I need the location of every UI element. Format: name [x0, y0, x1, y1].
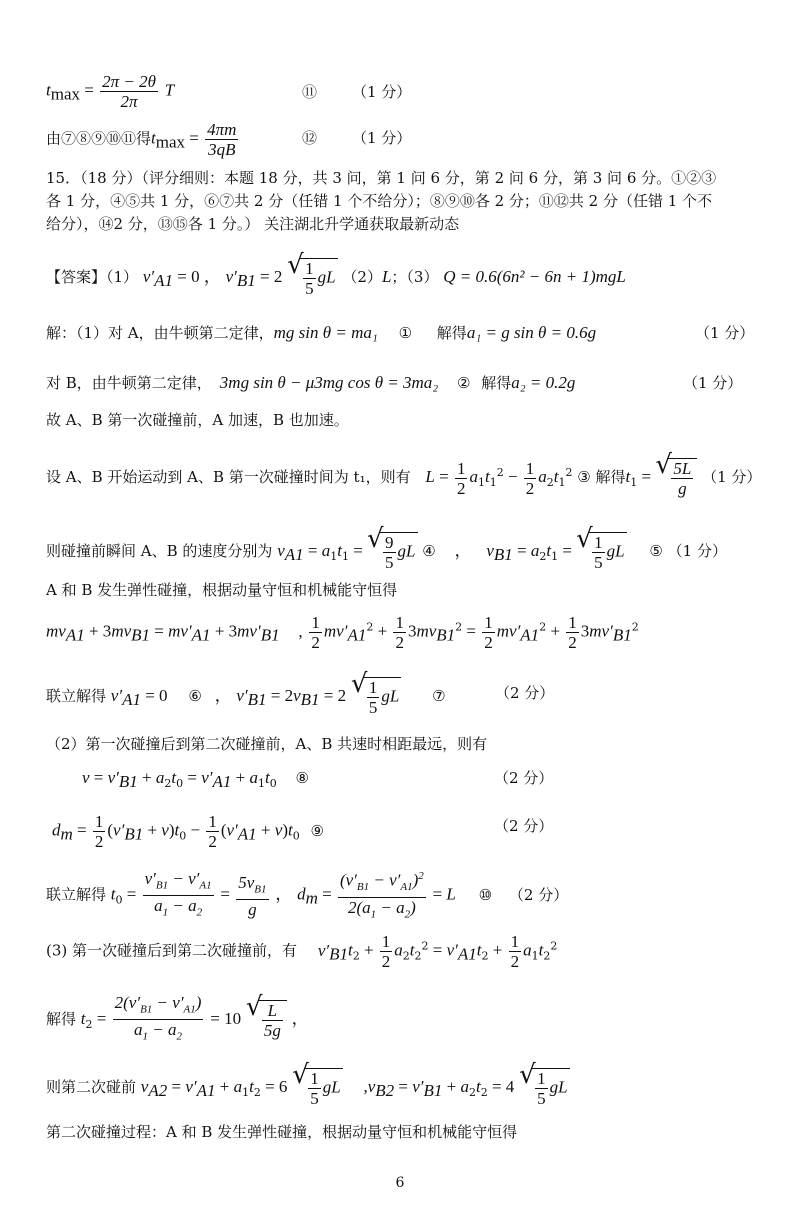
- tmax-result-fraction: $\frac{4\pi m}{3qB}$: [207, 120, 237, 159]
- tmax-fraction: $\frac{2\pi - 2\theta}{2\pi}$: [102, 72, 156, 111]
- solution-line-16: 第二次碰撞过程：A 和 B 发生弹性碰撞，根据动量守恒和机械能守恒得: [46, 1123, 518, 1141]
- score-label: （2 分）: [495, 684, 555, 702]
- score-label: （1 分）: [683, 374, 743, 392]
- answer-line: 【答案】（1） $v'_{A1} = 0$ ， $v'_{B1} = 2$ √ $\frac{1}{5}$ gL （2）L；（3） Q = 0.6(6n² − 6n + 1)mgL: [46, 258, 626, 298]
- solution-line-12: 联立解得 $t_0$ = $\frac{v'_{B1} - v'_{A1}}{a_1 - a_2}$ = $\frac{5v_{B1}}{g}$ ， $d_m$ = $\frac{(v'_{B1} - v'_{A1})^2}{2(a_1 - a_2)}$ = L ⑩ （2 分）: [46, 868, 569, 921]
- solution-line-4: 设 A、B 开始运动到 A、B 第一次碰撞时间为 t₁，则有 L = $\frac{1}{2}$ $a_1t_1^2$ − $\frac{1}{2}$ $a_2t_1^2$ ③ 解得$t_1$ = √ $\frac{5L}{g}$ （1 分）: [46, 458, 761, 498]
- solution-line-15: 则第二次碰前 $v_{A2} = v'_{A1} + a_1t_2 = 6$ √ $\frac{1}{5}$ gL $,v_{B2} = v'_{B1} + a_2t_2 = 4$ √ $\frac{1}{5}$ gL: [46, 1068, 570, 1108]
- problem-header: 15．（18 分）（评分细则：本题 18 分，共 3 问，第 1 问 6 分，第 2 问 6 分，第 3 问 6 分。①②③: [46, 169, 717, 187]
- problem-header-2: 各 1 分，④⑤共 1 分，⑥⑦共 2 分（任错 1 个不给分）；⑧⑨⑩各 2 分；⑪⑫共 2 分（任错 1 个不: [46, 192, 713, 210]
- solution-line-6: A 和 B 发生弹性碰撞，根据动量守恒和机械能守恒得: [46, 581, 398, 599]
- solution-line-13: (3) 第一次碰撞后到第二次碰撞前，有 $v'_{B1}t_2$ + $\frac{1}{2}$ $a_2t_2^2 = v'_{A1}t_2$ + $\frac{1}{2}$ $a_1t_2^2$: [46, 932, 558, 971]
- solution-line-11: $d_m$ = $\frac{1}{2}$ $(v'_{B1} + v)t_0$ − $\frac{1}{2}$ $(v'_{A1} + v)t_0$ ⑨: [52, 812, 324, 851]
- problem-header-3: 给分），⑭2 分，⑬⑮各 1 分。） 关注湖北升学通获取最新动态: [46, 215, 460, 233]
- solution-line-9: （2）第一次碰撞后到第二次碰撞前，A、B 共速时相距最远，则有: [46, 735, 488, 753]
- circle-11: ⑪: [302, 83, 318, 101]
- solution-line-5: 则碰撞前瞬间 A、B 的速度分别为 $v_{A1} = a_1t_1$ = √ $\frac{9}{5}$ gL ④ ， $v_{B1} = a_2t_1$ = √ $\frac{1}{5}$ gL ⑤ （1 分）: [46, 532, 727, 572]
- solution-line-2: 对 B，由牛顿第二定律， 3mg sin θ − μ3mg cos θ = 3ma₂ ② 解得a₂ = 0.2g: [46, 373, 576, 392]
- sqrt-expression: √ $\frac{1}{5}$ gL: [287, 258, 337, 298]
- derive-line: 由⑦⑧⑨⑩⑪得$t_{max}$ = $\frac{4\pi m}{3qB}$: [46, 120, 237, 159]
- circle-12: ⑫: [302, 129, 318, 147]
- tmax-line: $t_{max}$ = $\frac{2\pi - 2\theta}{2\pi}$ T: [46, 72, 175, 111]
- solution-line-8: 联立解得 $v'_{A1} = 0$ ⑥ ， $v'_{B1} = 2v_{B1} = 2$ √ $\frac{1}{5}$ gL ⑦: [46, 677, 446, 717]
- solution-line-10: $v = v'_{B1} + a_2t_0 = v'_{A1} + a_1t_0$ ⑧: [82, 768, 309, 791]
- score-label: （1 分）: [352, 83, 412, 101]
- solution-line-1: 解：（1）对 A，由牛顿第二定律，mg sin θ = ma₁ ① 解得a₁ = g sin θ = 0.6g: [46, 323, 597, 342]
- solution-line-3: 故 A、B 第一次碰撞前，A 加速，B 也加速。: [46, 411, 349, 429]
- score-label: （2 分）: [494, 769, 554, 787]
- score-label: （1 分）: [695, 324, 755, 342]
- solution-line-14: 解得 $t_2$ = $\frac{2(v'_{B1} - v'_{A1})}{a_1 - a_2}$ = 10 √ $\frac{L}{5g}$ ，: [46, 993, 309, 1047]
- score-label: （2 分）: [494, 817, 554, 835]
- score-label: （1 分）: [352, 129, 412, 147]
- page-number: 6: [395, 1175, 405, 1191]
- solution-line-7: $mv_{A1} + 3mv_{B1} = mv'_{A1} + 3mv'_{B1}$ , $\frac{1}{2}$ $mv'_{A1}^2$ + $\frac{1}{2}$ $3mv_{B1}^2$ = $\frac{1}{2}$ $mv'_{A1}^2$ + $\frac{1}{2}$ $3mv'_{B1}^2$: [46, 613, 639, 652]
